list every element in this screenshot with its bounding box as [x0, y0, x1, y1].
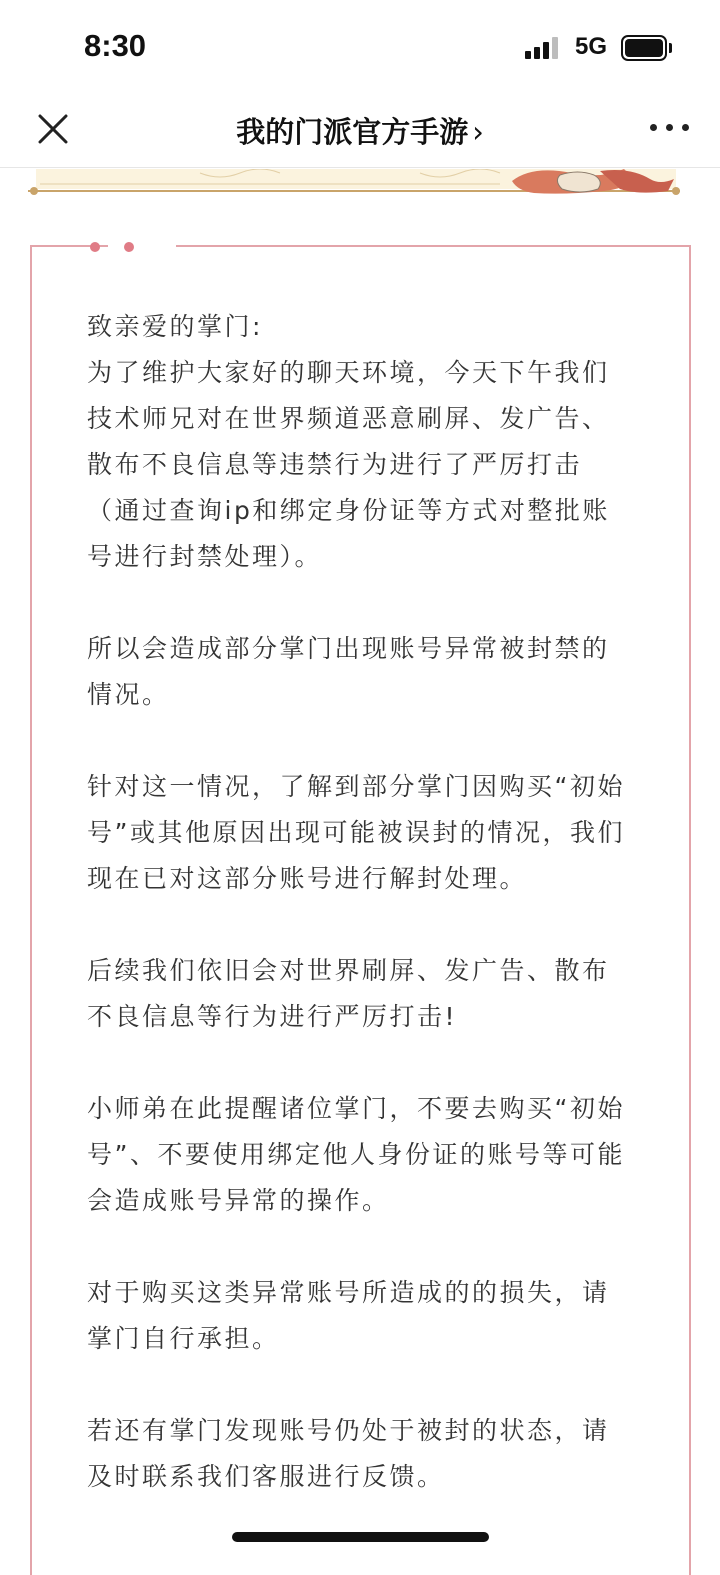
paragraph: 若还有掌门发现账号仍处于被封的状态，请及时联系我们客服进行反馈。 [87, 1416, 610, 1491]
paragraph: 所以会造成部分掌门出现账号异常被封禁的情况。 [87, 634, 610, 709]
page-title: 我的门派官方手游 [236, 115, 469, 149]
paragraph: 针对这一情况，了解到部分掌门因购买“初始号”或其他原因出现可能被误封的情况，我们现在已对这部分账号进行解封处理。 [87, 772, 625, 893]
signal-icon [525, 37, 563, 59]
paragraph: 小师弟在此提醒诸位掌门，不要去购买“初始号”、不要使用绑定他人身份证的账号等可能会造成账号异常的操作。 [87, 1094, 625, 1215]
account-title-link[interactable] [160, 110, 560, 151]
announcement-text [87, 304, 635, 1546]
more-button[interactable] [648, 120, 690, 134]
paragraph: 后续我们依旧会对世界刷屏、发广告、散布不良信息等行为进行严厉打击! [87, 956, 610, 1031]
status-time: 8:30 [84, 28, 147, 63]
nav-bar [0, 96, 720, 168]
chevron-right-icon: › [472, 115, 484, 149]
network-label: 5G [575, 33, 608, 60]
paragraph: 为了维护大家好的聊天环境，今天下午我们技术师兄对在世界频道恶意刷屏、发广告、散布不良信息等违禁行为进行了严厉打击（通过查询ip和绑定身份证等方式对整批账号进行封禁处理）。 [87, 358, 610, 571]
battery-icon [621, 35, 673, 61]
decorative-dot-icon [90, 242, 100, 252]
home-indicator[interactable] [232, 1532, 489, 1542]
more-icon [650, 124, 657, 131]
paragraph: 对于购买这类异常账号所造成的的损失，请掌门自行承担。 [87, 1278, 610, 1353]
status-bar [0, 0, 720, 96]
close-button[interactable] [30, 108, 76, 154]
header-banner-image [0, 169, 720, 203]
decorative-dot-icon [124, 242, 134, 252]
close-icon [30, 108, 76, 154]
greeting: 致亲爱的掌门: [87, 312, 263, 341]
